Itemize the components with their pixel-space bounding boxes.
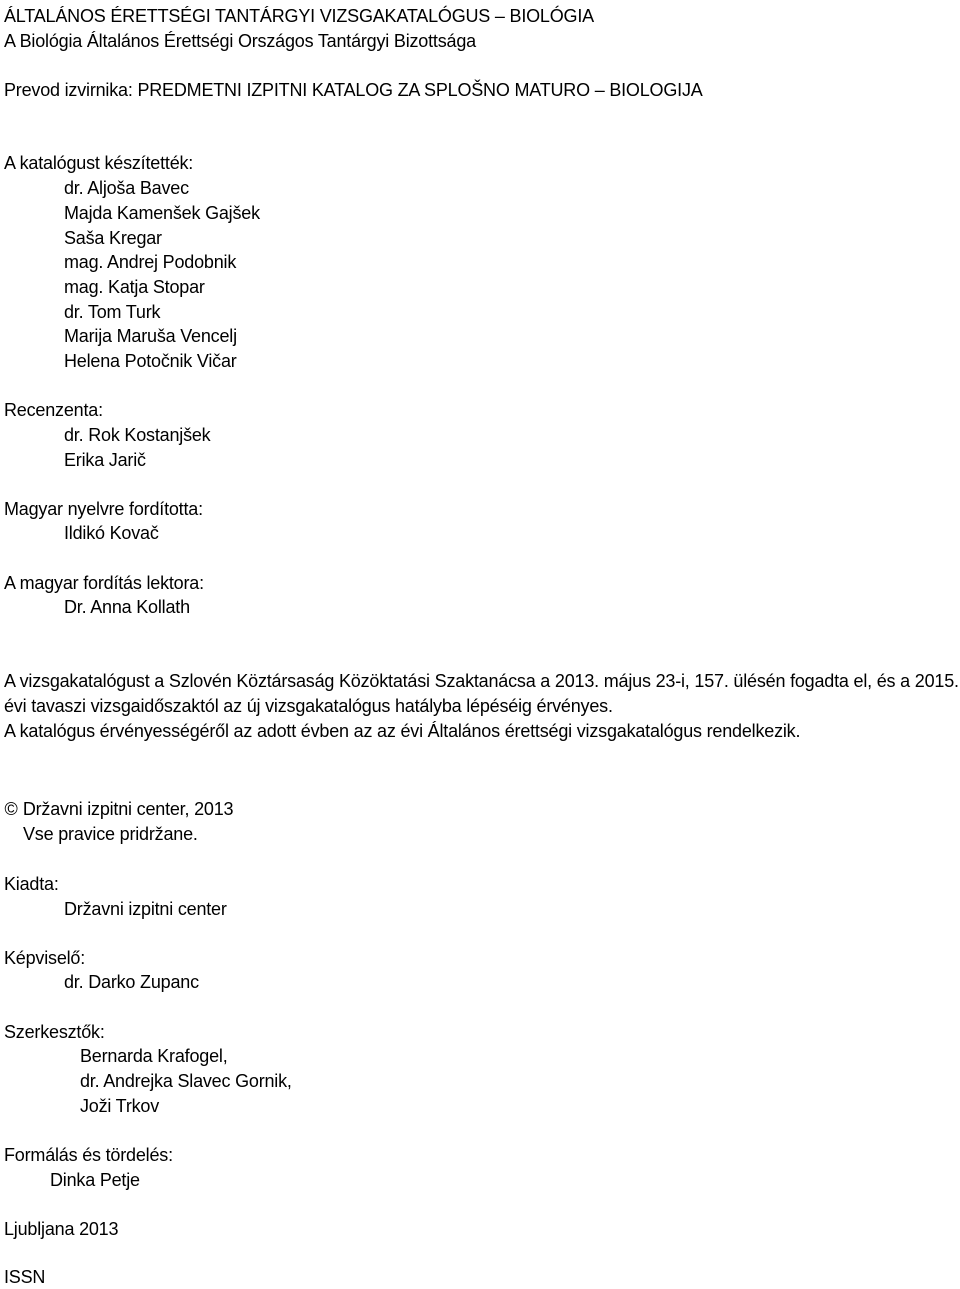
proofreader-label: A magyar fordítás lektora: [4, 573, 204, 593]
approval-notice-line: A vizsgakatalógust a Szlovén Köztársaság Közöktatási Szaktanácsa a 2013. május 23-i, 157. ülésén fogadta el, és a 2015. [4, 671, 959, 691]
editor-name: dr. Andrejka Slavec Gornik, [80, 1071, 292, 1091]
copyright-holder: Državni izpitni center, 2013 [22, 799, 234, 819]
source-translation-note: Prevod izvirnika: PREDMETNI IZPITNI KATALOG ZA SPLOŠNO MATURO – BIOLOGIJA [4, 80, 703, 100]
author-name: Helena Potočnik Vičar [64, 351, 237, 371]
translator-name: Ildikó Kovač [64, 523, 159, 543]
translator-label: Magyar nyelvre fordította: [4, 499, 203, 519]
document-title: ÁLTALÁNOS ÉRETTSÉGI TANTÁRGYI VIZSGAKATALÓGUS – BIOLÓGIA [4, 6, 594, 26]
layout-credit-label: Formálás és tördelés: [4, 1145, 173, 1165]
author-name: dr. Tom Turk [64, 302, 161, 322]
author-name: dr. Aljoša Bavec [64, 178, 189, 198]
author-name: mag. Andrej Podobnik [64, 252, 237, 272]
editors-label: Szerkesztők: [4, 1022, 105, 1042]
layout-credit-name: Dinka Petje [50, 1170, 140, 1190]
proofreader-name: Dr. Anna Kollath [64, 597, 190, 617]
reviewer-name: dr. Rok Kostanjšek [64, 425, 211, 445]
rights-reserved: Vse pravice pridržane. [23, 824, 198, 844]
copyright-icon: © [4, 799, 18, 819]
editor-name: Joži Trkov [80, 1096, 160, 1116]
author-name: Majda Kamenšek Gajšek [64, 203, 260, 223]
copyright-line [4, 797, 233, 821]
issn-label: ISSN [4, 1267, 46, 1287]
reviewers-label: Recenzenta: [4, 400, 103, 420]
representative-name: dr. Darko Zupanc [64, 972, 199, 992]
editor-name: Bernarda Krafogel, [80, 1046, 228, 1066]
authors-label: A katalógust készítették: [4, 153, 194, 173]
author-name: Marija Maruša Vencelj [64, 326, 237, 346]
approval-notice-line: évi tavaszi vizsgaidőszaktól az új vizsgakatalógus hatályba lépéséig érvényes. [4, 696, 613, 716]
approval-notice-line: A katalógus érvényességéről az adott évben az az évi Általános érettségi vizsgakatalógus rendelkezik. [4, 721, 801, 741]
representative-label: Képviselő: [4, 948, 86, 968]
publisher-label: Kiadta: [4, 874, 59, 894]
author-name: Saša Kregar [64, 228, 162, 248]
committee-name: A Biológia Általános Érettségi Országos Tantárgyi Bizottsága [4, 31, 476, 51]
author-name: mag. Katja Stopar [64, 277, 205, 297]
publisher-name: Državni izpitni center [64, 899, 227, 919]
reviewer-name: Erika Jarič [64, 450, 146, 470]
place-and-year: Ljubljana 2013 [4, 1219, 119, 1239]
